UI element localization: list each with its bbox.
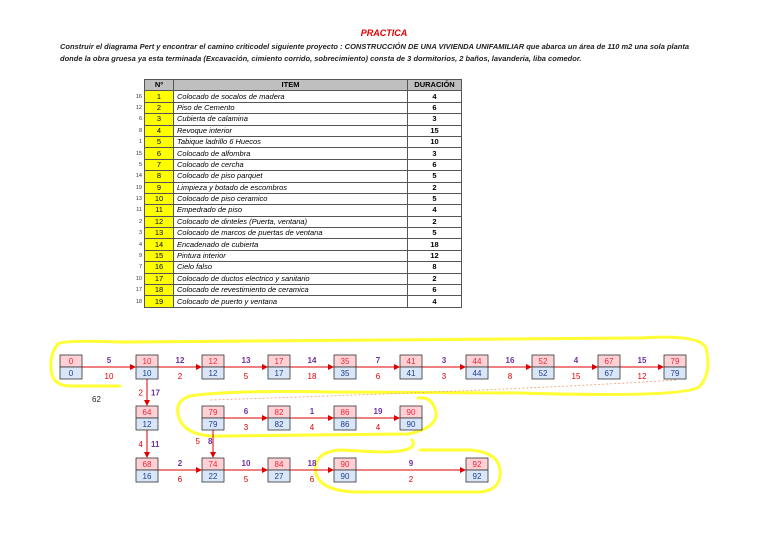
pert-node (532, 355, 554, 379)
row-order-index: 4 (138, 241, 142, 248)
activity-duration: 6 (408, 102, 462, 113)
header-item: ITEM (174, 80, 408, 91)
pert-edge (290, 459, 333, 484)
node-late-time: 86 (340, 420, 350, 429)
node-early-time: 86 (340, 408, 350, 417)
edge-duration-label: 4 (309, 423, 315, 432)
edge-duration-label: 4 (375, 423, 381, 432)
row-order-index: 13 (135, 196, 142, 203)
edge-activity-label: 2 (177, 459, 183, 468)
header-duration: DURACIÓN (408, 80, 462, 91)
edge-activity-label: 4 (573, 356, 579, 365)
row-order-index: 15 (135, 150, 142, 157)
node-late-time: 90 (340, 472, 350, 481)
activity-number: 18 (145, 285, 174, 296)
node-early-time: 52 (538, 357, 548, 366)
node-early-time: 0 (68, 357, 74, 366)
node-late-time: 17 (274, 369, 284, 378)
edge-duration-label: 2 (138, 388, 143, 398)
pert-edge (554, 356, 597, 381)
row-order-index: 7 (138, 264, 142, 271)
activity-item: Empedrado de piso (174, 205, 408, 216)
node-early-time: 90 (340, 460, 350, 469)
pert-edge (224, 407, 267, 432)
activity-duration: 8 (408, 262, 462, 273)
activity-duration: 6 (408, 285, 462, 296)
activity-number: 10 (145, 193, 174, 204)
pert-node (136, 355, 158, 379)
node-late-time: 27 (274, 472, 284, 481)
pert-node (598, 355, 620, 379)
activity-item: Piso de Cemento (174, 102, 408, 113)
activity-duration: 6 (408, 159, 462, 170)
edge-duration-label: 12 (637, 372, 647, 381)
activity-duration: 2 (408, 216, 462, 227)
edge-duration-label: 6 (177, 475, 183, 484)
pert-edge (488, 356, 531, 381)
page-title: PRACTICA (360, 28, 408, 38)
row-order-index: 16 (135, 93, 142, 100)
activity-number: 19 (145, 296, 174, 307)
node-early-time: 64 (142, 408, 152, 417)
activity-number: 2 (145, 102, 174, 113)
row-order-index: 5 (138, 161, 142, 168)
row-order-index: 18 (135, 298, 142, 305)
edge-activity-label: 10 (241, 459, 251, 468)
row-order-index: 12 (135, 104, 142, 111)
pert-edge (158, 356, 201, 381)
activity-item: Colocado de socalos de madera (174, 91, 408, 102)
node-early-time: 79 (208, 408, 218, 417)
node-late-time: 10 (142, 369, 152, 378)
row-order-index: 17 (135, 287, 142, 294)
node-early-time: 92 (472, 460, 482, 469)
activity-item: Colocado de piso parquet (174, 171, 408, 182)
activity-duration: 18 (408, 239, 462, 250)
edge-duration-label: 6 (375, 372, 381, 381)
edge-activity-label: 6 (243, 407, 249, 416)
pert-node (334, 458, 356, 482)
edge-duration-label: 4 (138, 440, 143, 449)
activity-item: Colocado de marcos de puertas de ventana (174, 228, 408, 239)
edge-duration-label: 6 (309, 475, 315, 484)
activity-duration: 2 (408, 273, 462, 284)
node-late-time: 12 (142, 420, 152, 429)
pert-node (400, 406, 422, 430)
node-early-time: 74 (208, 460, 218, 469)
row-order-index: 19 (135, 184, 142, 191)
node-late-time: 41 (406, 369, 416, 378)
node-late-time: 35 (340, 369, 350, 378)
node-early-time: 79 (670, 357, 680, 366)
node-late-time: 67 (604, 369, 614, 378)
activity-item: Tabique ladrillo 6 Huecos (174, 136, 408, 147)
pert-edge (82, 356, 135, 381)
pert-node (136, 458, 158, 482)
pert-edge (224, 459, 267, 484)
activity-number: 15 (145, 250, 174, 261)
node-late-time: 22 (208, 472, 218, 481)
activity-number: 7 (145, 159, 174, 170)
pert-node (202, 458, 224, 482)
edge-activity-label: 12 (175, 356, 185, 365)
activity-item: Colocado de piso ceramico (174, 193, 408, 204)
edge-activity-label: 13 (241, 356, 251, 365)
node-late-time: 12 (208, 369, 218, 378)
activity-number: 6 (145, 148, 174, 159)
activity-number: 11 (145, 205, 174, 216)
vertical-label: 8 (208, 437, 213, 446)
activity-duration: 15 (408, 125, 462, 136)
node-late-time: 16 (142, 472, 152, 481)
node-early-time: 68 (142, 460, 152, 469)
pert-edge (139, 430, 160, 457)
activity-number: 5 (145, 136, 174, 147)
node-early-time: 44 (472, 357, 482, 366)
edge-duration-label: 18 (307, 372, 317, 381)
node-late-time: 92 (472, 472, 482, 481)
edge-activity-label: 14 (307, 356, 317, 365)
activity-number: 9 (145, 182, 174, 193)
node-late-time: 52 (538, 369, 548, 378)
activity-duration: 10 (408, 136, 462, 147)
activity-item: Colocado de puerto y ventana (174, 296, 408, 307)
pert-edge (356, 407, 399, 432)
node-early-time: 12 (208, 357, 218, 366)
pert-edge (356, 356, 399, 381)
row-order-index: 14 (135, 173, 142, 180)
node-early-time: 90 (406, 408, 416, 417)
edge-activity-label: 7 (375, 356, 381, 365)
edge-activity-label: 5 (106, 356, 112, 365)
activity-number: 13 (145, 228, 174, 239)
row-order-index: 8 (138, 127, 142, 134)
edge-duration-label: 8 (507, 372, 513, 381)
pert-edge (356, 459, 465, 484)
edge-activity-label: 16 (505, 356, 515, 365)
row-order-index: 1 (138, 139, 142, 146)
activity-duration: 12 (408, 250, 462, 261)
edge-duration-label: 2 (408, 475, 414, 484)
node-early-time: 10 (142, 357, 152, 366)
node-early-time: 84 (274, 460, 284, 469)
activity-duration: 4 (408, 205, 462, 216)
pert-node (400, 355, 422, 379)
activity-item: Revoque interior (174, 125, 408, 136)
activity-item: Colocado de revestimiento de ceramica (174, 285, 408, 296)
edge-duration-label: 5 (243, 475, 249, 484)
activity-number: 12 (145, 216, 174, 227)
node-early-time: 82 (274, 408, 284, 417)
activity-number: 3 (145, 114, 174, 125)
pert-node (268, 458, 290, 482)
pert-edge (620, 356, 663, 381)
pert-node (466, 355, 488, 379)
activity-number: 4 (145, 125, 174, 136)
activity-duration: 4 (408, 296, 462, 307)
dotted-connector (210, 380, 676, 400)
pert-node (136, 406, 158, 430)
edge-activity-label: 9 (408, 459, 414, 468)
activity-item: Colocado de ductos electrico y sanitario (174, 273, 408, 284)
pert-node (202, 406, 224, 430)
edge-duration-label: 10 (104, 372, 114, 381)
row-order-index: 3 (138, 230, 142, 237)
activity-duration: 3 (408, 148, 462, 159)
pert-edge (422, 356, 465, 381)
activity-item: Cielo falso (174, 262, 408, 273)
vertical-label: 5 (195, 437, 200, 446)
activity-duration: 5 (408, 228, 462, 239)
pert-node (268, 355, 290, 379)
pert-edge (158, 459, 201, 484)
edge-activity-label: 18 (307, 459, 317, 468)
activity-duration: 5 (408, 171, 462, 182)
node-late-time: 79 (670, 369, 680, 378)
activity-item: Encadenado de cubierta (174, 239, 408, 250)
pert-node (334, 355, 356, 379)
node-late-time: 79 (208, 420, 218, 429)
problem-statement: Construir el diagrama Pert y encontrar el camino criticodel siguiente proyecto : CONSTRUCCIÓN DE UNA VIVIENDA UNIFAMILIAR que abarca un área de 110 m2 una sola planta donde la obra gruesa ya esta terminada (Excavación, cimiento corrido, sobrecimiento) consta de 3 dormitorios, 2 baños, lavanderia, liba comedor. (60, 42, 690, 63)
edge-activity-label: 3 (441, 356, 447, 365)
node-early-time: 41 (406, 357, 416, 366)
pert-edge (139, 379, 161, 405)
edge-activity-label: 1 (309, 407, 315, 416)
activity-duration: 4 (408, 91, 462, 102)
row-order-index: 9 (138, 253, 142, 260)
pert-node (268, 406, 290, 430)
header-number: Nº (145, 80, 174, 91)
row-order-index: 10 (135, 275, 142, 282)
row-order-index: 6 (138, 116, 142, 123)
pert-node (466, 458, 488, 482)
activity-number: 8 (145, 171, 174, 182)
pert-edge (290, 356, 333, 381)
activity-number: 17 (145, 273, 174, 284)
edge-activity-label: 19 (373, 407, 383, 416)
activity-duration: 2 (408, 182, 462, 193)
edge-activity-label: 11 (151, 440, 160, 449)
activity-item: Pintura interior (174, 250, 408, 261)
edge-activity-label: 15 (637, 356, 647, 365)
node-early-time: 67 (604, 357, 614, 366)
edge-duration-label: 5 (243, 372, 249, 381)
edge-duration-label: 3 (243, 423, 249, 432)
activity-duration: 3 (408, 114, 462, 125)
activity-number: 16 (145, 262, 174, 273)
activity-item: Cubierta de calamina (174, 114, 408, 125)
activity-number: 14 (145, 239, 174, 250)
activity-number: 1 (145, 91, 174, 102)
activity-item: Colocado de alfombra (174, 148, 408, 159)
node-late-time: 90 (406, 420, 416, 429)
pert-node (334, 406, 356, 430)
activity-duration: 5 (408, 193, 462, 204)
edge-duration-label: 2 (177, 372, 183, 381)
node-late-time: 82 (274, 420, 284, 429)
node-late-time: 0 (68, 369, 74, 378)
pert-node (202, 355, 224, 379)
node-early-time: 17 (274, 357, 284, 366)
activity-item: Colocado de dinteles (Puerta, ventana) (174, 216, 408, 227)
activity-item: Colocado de cercha (174, 159, 408, 170)
pert-node (60, 355, 82, 379)
node-early-time: 35 (340, 357, 350, 366)
edge-duration-label: 15 (571, 372, 581, 381)
row-order-index: 2 (138, 218, 142, 225)
pert-edge (224, 356, 267, 381)
pert-node (664, 355, 686, 379)
edge-activity-label: 17 (151, 388, 160, 398)
side-number: 62 (92, 395, 101, 404)
pert-edge (290, 407, 333, 432)
edge-duration-label: 3 (441, 372, 447, 381)
activity-item: Limpieza y botado de escombros (174, 182, 408, 193)
row-order-index: 11 (136, 207, 142, 214)
node-late-time: 44 (472, 369, 482, 378)
